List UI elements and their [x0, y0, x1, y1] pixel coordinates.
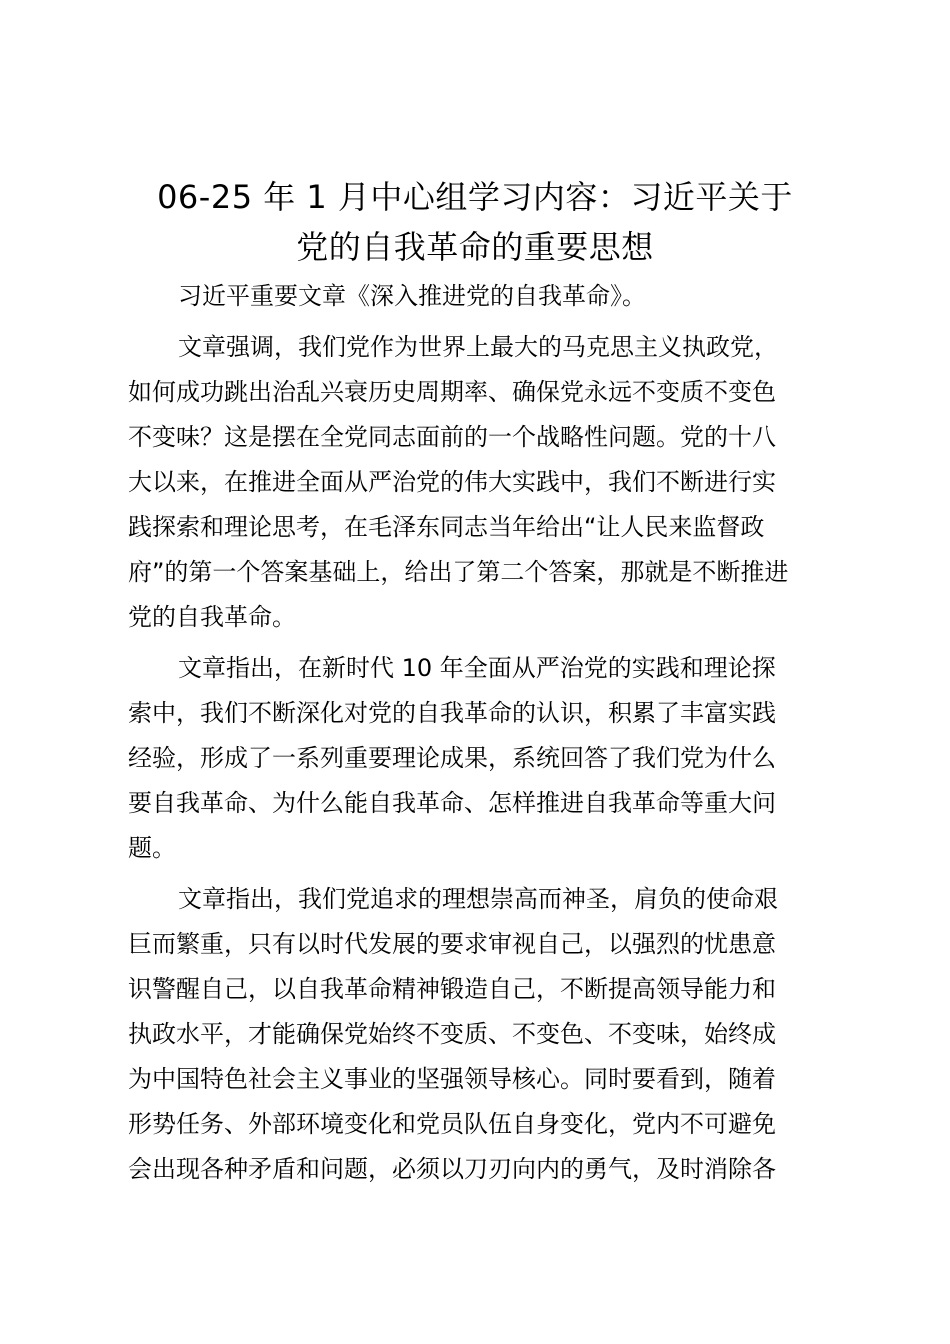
title-line-1: 06-25 年 1 月中心组学习内容：习近平关于 — [157, 178, 793, 216]
paragraph-line: 习近平重要文章《深入推进党的自我革命》。 — [178, 282, 646, 310]
paragraph-line: 会出现各种矛盾和问题，必须以刀刃向内的勇气，及时消除各 — [128, 1155, 776, 1183]
paragraph-4 — [128, 877, 830, 1192]
paragraph-line: 大以来，在推进全面从严治党的伟大实践中，我们不断进行实 — [128, 468, 776, 496]
paragraph-line: 识警醒自己，以自我革命精神锻造自己，不断提高领导能力和 — [128, 975, 776, 1003]
paragraph-1 — [128, 274, 830, 319]
paragraph-line: 如何成功跳出治乱兴衰历史周期率、确保党永远不变质不变色 — [128, 378, 776, 406]
paragraph-2 — [128, 325, 830, 640]
paragraph-line: 党的自我革命。 — [128, 603, 296, 631]
title-line-2: 党的自我革命的重要思想 — [296, 228, 654, 266]
paragraph-line: 文章指出，我们党追求的理想崇高而神圣，肩负的使命艰 — [178, 885, 778, 913]
paragraph-line: 府”的第一个答案基础上，给出了第二个答案，那就是不断推进 — [128, 558, 789, 586]
paragraph-line: 索中，我们不断深化对党的自我革命的认识，积累了丰富实践 — [128, 699, 776, 727]
paragraph-line: 文章指出，在新时代 10 年全面从严治党的实践和理论探 — [178, 654, 776, 682]
paragraph-line: 巨而繁重，只有以时代发展的要求审视自己，以强烈的忧患意 — [128, 930, 776, 958]
paragraph-line: 文章强调，我们党作为世界上最大的马克思主义执政党， — [178, 333, 778, 361]
paragraph-line: 践探索和理论思考，在毛泽东同志当年给出“让人民来监督政 — [128, 513, 765, 541]
paragraph-line: 执政水平，才能确保党始终不变质、不变色、不变味，始终成 — [128, 1020, 776, 1048]
paragraph-line: 要自我革命、为什么能自我革命、怎样推进自我革命等重大问 — [128, 789, 776, 817]
document-title — [120, 172, 830, 272]
document-body — [128, 274, 830, 1198]
paragraph-line: 不变味？这是摆在全党同志面前的一个战略性问题。党的十八 — [128, 423, 776, 451]
paragraph-3 — [128, 646, 830, 871]
paragraph-line: 形势任务、外部环境变化和党员队伍自身变化，党内不可避免 — [128, 1110, 776, 1138]
paragraph-line: 为中国特色社会主义事业的坚强领导核心。同时要看到，随着 — [128, 1065, 776, 1093]
paragraph-line: 经验，形成了一系列重要理论成果，系统回答了我们党为什么 — [128, 744, 776, 772]
paragraph-line: 题。 — [128, 834, 176, 862]
